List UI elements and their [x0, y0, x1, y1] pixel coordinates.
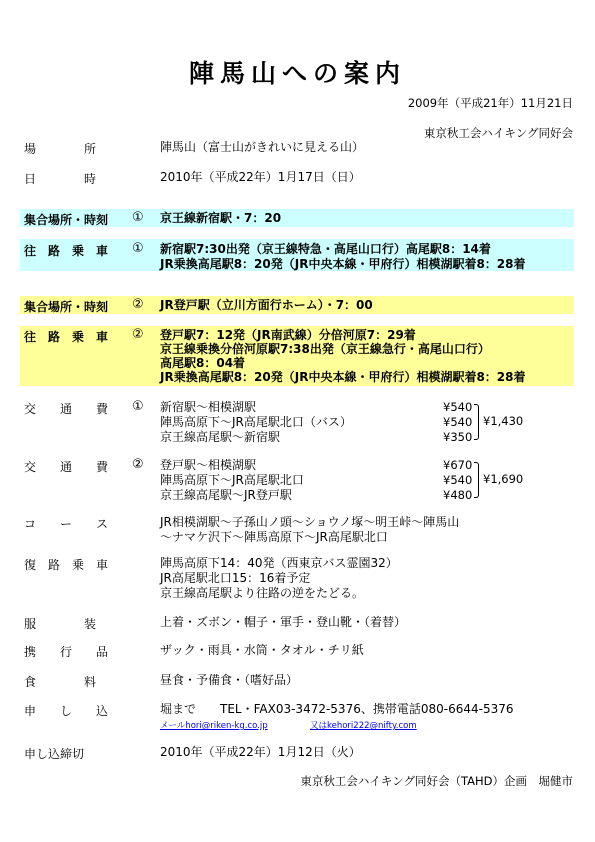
fare2-line: 登戸駅～相模湖駅 — [160, 458, 257, 472]
fare2-price: ¥480 — [443, 488, 473, 502]
route1-label: 往 路 乗 車 — [24, 244, 109, 258]
fare2-line: 陣馬高原下～JR高尾駅北口 — [160, 473, 304, 487]
route2-line: 高尾駅8：04着 — [160, 356, 246, 370]
place-value: 陣馬山（富士山がきれいに見える山） — [160, 140, 365, 154]
course-line: JR相模湖駅～子孫山ノ頭～ショウノ塚～明王峠～陣馬山 — [160, 515, 460, 529]
return-line: 陣馬高原下14：40発（西東京バス霊園32） — [160, 556, 398, 570]
food-label: 食 料 — [24, 675, 97, 689]
meeting1-value: 京王線新宿駅・7：20 — [160, 211, 282, 225]
fare1-num: ① — [132, 399, 144, 414]
deadline-label: 申し込締切 — [24, 747, 85, 761]
apply-contact: 堀まで TEL・FAX03-3472-5376、携帯電話080-6644-5376 — [160, 702, 514, 716]
fare2-num: ② — [132, 457, 144, 472]
route1-num: ① — [132, 241, 144, 256]
meeting2-value: JR登戸駅（立川方面行ホーム）・7：00 — [160, 298, 373, 312]
route1-line: JR乗換高尾駅8：20発（JR中央本線・甲府行）相模湖駅着8：28着 — [160, 257, 526, 271]
course-label: コ ー ス — [24, 517, 109, 531]
meeting1-num: ① — [132, 210, 144, 225]
clothing-label: 服 装 — [24, 617, 97, 631]
apply-email2-link[interactable]: 又はkehori222@nifty.com — [310, 721, 417, 731]
fare2-line: 京王線高尾駅～JR登戸駅 — [160, 488, 292, 502]
meeting2-label: 集合場所・時刻 — [24, 300, 109, 314]
datetime-value: 2010年（平成22年）1月17日（日） — [160, 170, 361, 184]
fare2-label: 交 通 費 — [24, 460, 109, 474]
issue-date: 2009年（平成21年）11月21日 — [407, 96, 573, 110]
fare1-total: ¥1,430 — [483, 414, 524, 428]
clothing-value: 上着・ズボン・帽子・軍手・登山靴・（着替） — [160, 615, 407, 629]
route1-line: 新宿駅7:30出発（京王線特急・高尾山口行）高尾駅8：14着 — [160, 242, 491, 256]
fare1-line: 陣馬高原下～JR高尾駅北口（バス） — [160, 415, 352, 429]
deadline-value: 2010年（平成22年）1月12日（火） — [160, 745, 361, 759]
place-label: 場 所 — [24, 142, 97, 156]
items-label: 携 行 品 — [24, 645, 109, 659]
fare2-bracket — [474, 462, 479, 498]
items-value: ザック・雨具・水筒・タオル・チリ紙 — [160, 643, 364, 657]
fare2-total: ¥1,690 — [483, 472, 524, 486]
fare1-line: 新宿駅～相模湖駅 — [160, 400, 257, 414]
organizer-header: 東京秋工会ハイキング同好会 — [423, 126, 573, 140]
page-title: 陣馬山への案内 — [188, 59, 406, 88]
return-line: 京王線高尾駅より往路の逆をたどる。 — [160, 586, 365, 600]
apply-label: 申 し 込 — [24, 704, 109, 718]
route2-line: 京王線乗換分倍河原駅7:38出発（京王線急行・高尾山口行） — [160, 342, 490, 356]
meeting1-label: 集合場所・時刻 — [24, 213, 109, 227]
fare2-price: ¥670 — [443, 458, 473, 472]
fare1-line: 京王線高尾駅～新宿駅 — [160, 430, 281, 444]
route2-num: ② — [132, 327, 144, 342]
datetime-label: 日 時 — [24, 172, 97, 186]
return-line: JR高尾駅北口15：16着予定 — [160, 571, 311, 585]
route2-line: JR乗換高尾駅8：20発（JR中央本線・甲府行）相模湖駅着8：28着 — [160, 370, 526, 384]
food-value: 昼食・予備食・（嗜好品） — [160, 673, 299, 687]
fare1-label: 交 通 費 — [24, 402, 109, 416]
fare1-price: ¥540 — [443, 415, 473, 429]
route2-line: 登戸駅7：12発（JR南武線）分倍河原7：29着 — [160, 328, 416, 342]
return-label: 復 路 乗 車 — [24, 558, 109, 572]
fare1-bracket — [474, 404, 479, 440]
footer-organizer: 東京秋工会ハイキング同好会（TAHD）企画 堀健市 — [300, 774, 573, 788]
course-line: ～ナマケ沢下～陣馬高原下～JR高尾駅北口 — [160, 530, 388, 544]
fare1-price: ¥350 — [443, 430, 473, 444]
route2-label: 往 路 乗 車 — [24, 330, 109, 344]
fare2-price: ¥540 — [443, 473, 473, 487]
meeting2-num: ② — [132, 297, 144, 312]
fare1-price: ¥540 — [443, 400, 473, 414]
apply-email-link[interactable]: メールhori@riken-kg.co.jp — [160, 721, 268, 731]
